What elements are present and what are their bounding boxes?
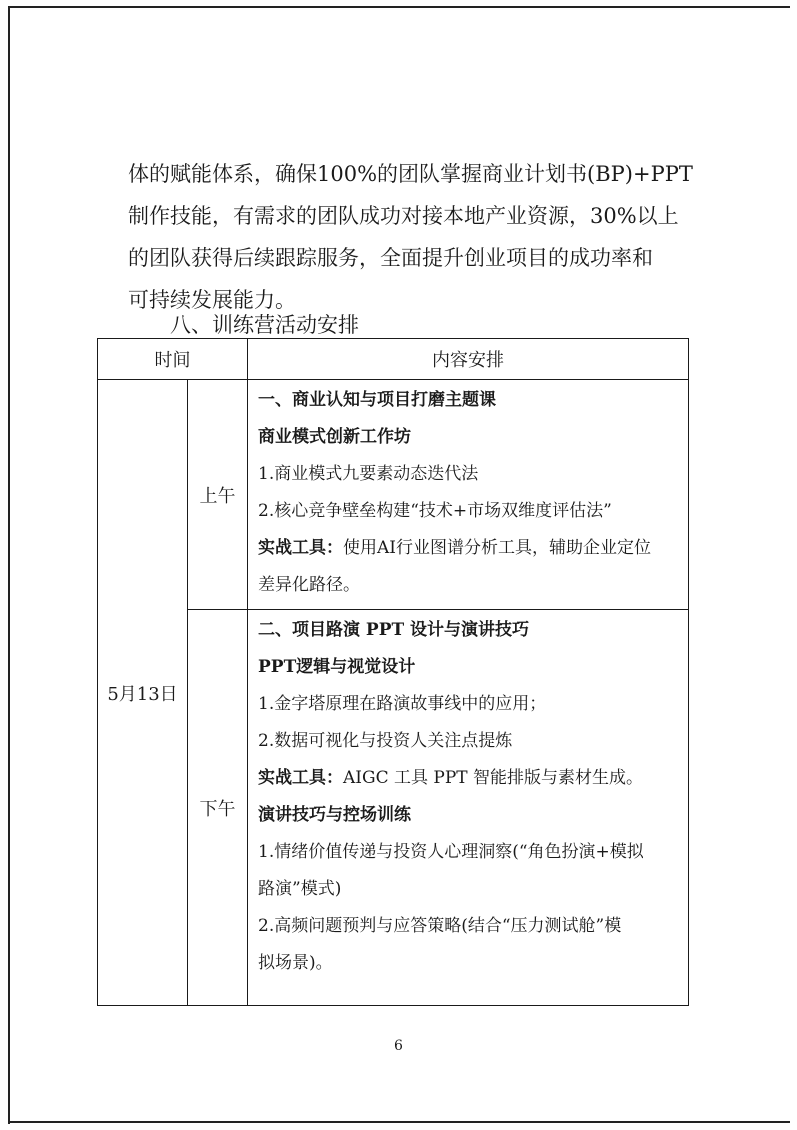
date-cell: 5月13日: [98, 380, 188, 1006]
body-line: 体的赋能体系，确保100%的团队掌握商业计划书(BP)+PPT: [128, 162, 693, 186]
afternoon-label: 下午: [188, 610, 248, 1006]
morning-subtitle: 商业模式创新工作坊: [258, 427, 411, 447]
morning-content: [248, 380, 689, 610]
morning-title: 一、商业认知与项目打磨主题课: [258, 390, 496, 410]
scan-border-top: [8, 6, 790, 8]
afternoon-item: 路演”模式): [258, 879, 342, 899]
morning-tool-cont: 差异化路径。: [258, 575, 360, 595]
morning-tool: [258, 530, 682, 567]
tool-text: 使用AI行业图谱分析工具，辅助企业定位: [343, 538, 651, 558]
tool-label: 实战工具：: [258, 538, 343, 558]
body-line: 制作技能，有需求的团队成功对接本地产业资源，30%以上: [128, 204, 679, 228]
schedule-table: [97, 338, 689, 1006]
body-paragraph: [128, 153, 693, 321]
page-number: 6: [394, 1038, 403, 1054]
afternoon-item: 拟场景)。: [258, 953, 333, 973]
afternoon-title: 二、项目路演 PPT 设计与演讲技巧: [258, 620, 530, 640]
section-heading: 八、训练营活动安排: [170, 313, 359, 337]
afternoon-item: 2.数据可视化与投资人关注点提炼: [258, 731, 513, 751]
header-content: 内容安排: [248, 339, 689, 380]
header-time: 时间: [98, 339, 248, 380]
scan-border-bottom: [8, 1121, 790, 1123]
afternoon-tool: [258, 760, 682, 797]
afternoon-item: 1.情绪价值传递与投资人心理洞察(“角色扮演+模拟: [258, 842, 644, 862]
afternoon-subtitle-2: 演讲技巧与控场训练: [258, 805, 411, 825]
tool-text: AIGC 工具 PPT 智能排版与素材生成。: [343, 768, 644, 788]
afternoon-item: 2.高频问题预判与应答策略(结合“压力测试舱”模: [258, 916, 622, 936]
afternoon-content: [248, 610, 689, 1006]
afternoon-subtitle: PPT逻辑与视觉设计: [258, 657, 416, 677]
afternoon-item: 1.金字塔原理在路演故事线中的应用；: [258, 694, 547, 714]
morning-label: 上午: [188, 380, 248, 610]
body-line: 的团队获得后续跟踪服务，全面提升创业项目的成功率和: [128, 246, 653, 270]
morning-item: 1.商业模式九要素动态迭代法: [258, 464, 479, 484]
tool-label: 实战工具：: [258, 768, 343, 788]
morning-item: 2.核心竞争壁垒构建“技术+市场双维度评估法”: [258, 501, 612, 521]
body-line: 可持续发展能力。: [128, 288, 296, 312]
scan-border-left: [8, 6, 10, 1124]
